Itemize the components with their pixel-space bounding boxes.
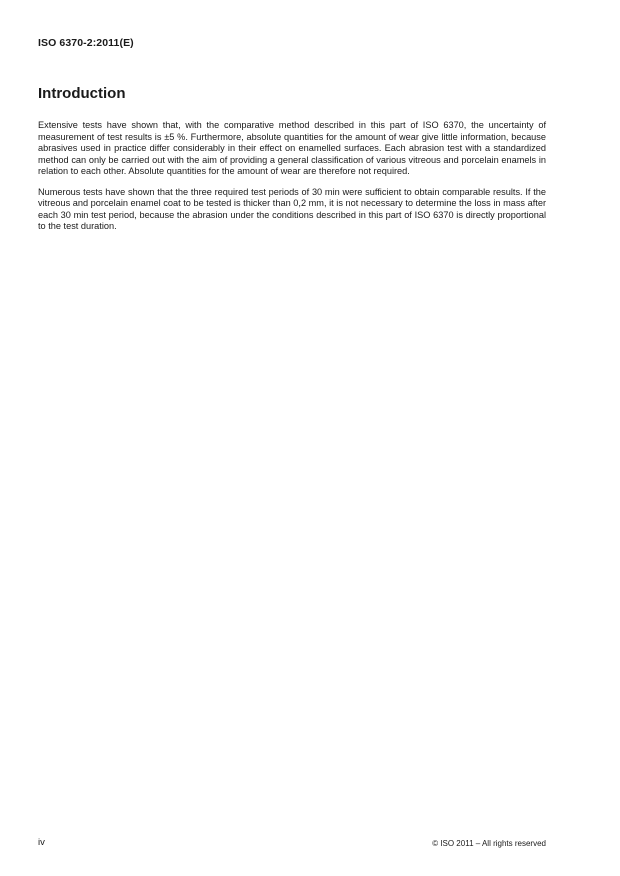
paragraph: Numerous tests have shown that the three required test periods of 30 min were sufficient to obtain comparable results. If the vitreous and porcelain enamel coat to be tested is thicker than 0,2 mm, it is not necessary to determine the loss in mass after each 30 min test period, because the abrasion under the conditions described in this part of ISO 6370 is directly proportional to the test duration.: [38, 186, 546, 231]
section-title: Introduction: [38, 85, 126, 102]
page-number: iv: [38, 837, 45, 848]
document-header: ISO 6370-2:2011(E): [38, 37, 134, 49]
copyright-notice: © ISO 2011 – All rights reserved: [432, 839, 546, 848]
section-body: [38, 120, 546, 242]
paragraph: Extensive tests have shown that, with the comparative method described in this part of ISO 6370, the uncertainty of measurement of test results is ±5 %. Furthermore, absolute quantities for the amount of wear give little information, because abrasives used in practice differ considerably in their effect on enamelled surfaces. Each abrasion test with a standardized method can only be carried out with the aim of providing a general classification of various vitreous and porcelain enamels in relation to each other. Absolute quantities for the amount of wear are therefore not required.: [38, 120, 546, 176]
